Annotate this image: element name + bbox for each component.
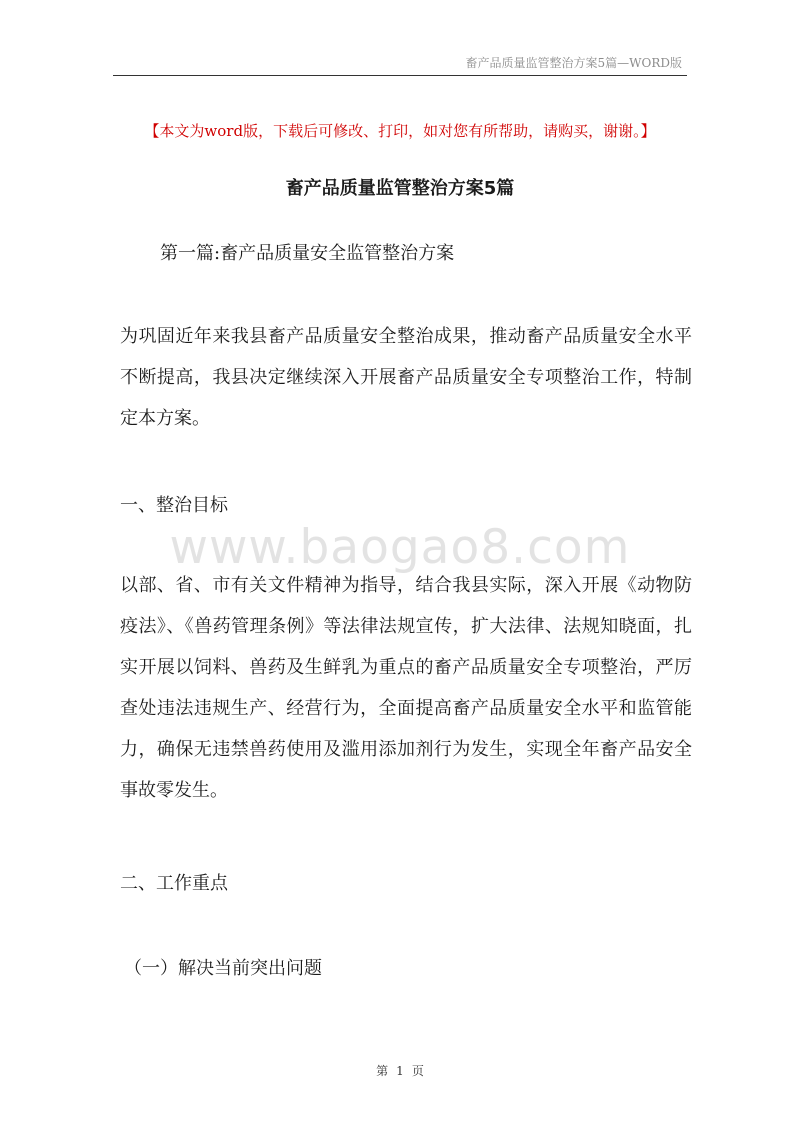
document-title: 畜产品质量监管整治方案5篇 (285, 178, 515, 199)
watermark: www.baogao8.com (169, 520, 631, 575)
page-prefix: 第 (376, 1064, 389, 1078)
intro-paragraph: 为巩固近年来我县畜产品质量安全整治成果，推动畜产品质量安全水平不断提高，我县决定继续深入开展畜产品质量安全专项整治工作，特制定本方案。 (120, 326, 692, 429)
page-number-value: 1 (396, 1064, 404, 1078)
page-suffix: 页 (411, 1064, 424, 1078)
chapter-title: 第一篇:畜产品质量安全监管整治方案 (160, 243, 455, 264)
running-header: 畜产品质量监管整治方案5篇—WORD版 (465, 56, 682, 70)
download-notice: 【本文为word版，下载后可修改、打印，如对您有所帮助，请购买，谢谢。】 (144, 122, 656, 140)
subsection-heading: （一）解决当前突出问题 (124, 958, 322, 979)
section-heading-goals: 一、整治目标 (120, 495, 228, 516)
goals-paragraph: 以部、省、市有关文件精神为指导，结合我县实际，深入开展《动物防疫法》、《兽药管理条例》等法律法规宣传，扩大法律、法规知晓面，扎实开展以饲料、兽药及生鲜乳为重点的畜产品质量安全专项整治，严厉查处违法违规生产、经营行为，全面提高畜产品质量安全水平和监管能力，确保无违禁兽药使用及滥用添加剂行为发生，实现全年畜产品安全事故零发生。 (120, 575, 692, 801)
page-number (0, 1062, 800, 1079)
section-heading-priorities: 二、工作重点 (120, 873, 228, 894)
header-divider (113, 75, 687, 76)
